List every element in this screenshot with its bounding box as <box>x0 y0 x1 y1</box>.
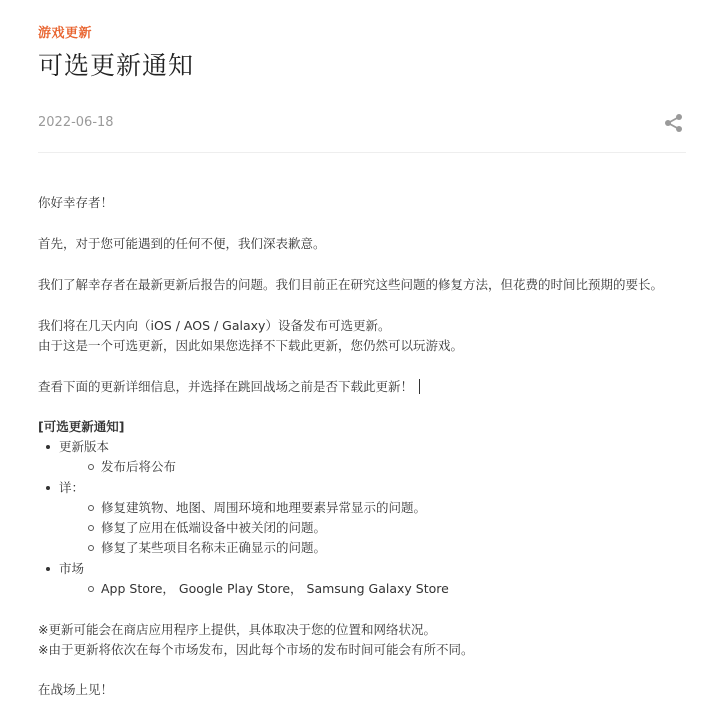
list-subitem-market-detail: App Store， Google Play Store， Samsung Galaxy Store <box>101 579 449 599</box>
share-icon-graphic <box>663 112 685 134</box>
share-icon[interactable] <box>663 112 685 134</box>
check-text: 查看下面的更新详细信息，并选择在跳回战场之前是否下载此更新！ <box>38 379 414 394</box>
release-text-2: 由于这是一个可选更新，因此如果您选择不下载此更新，您仍然可以玩游戏。 <box>38 338 464 353</box>
greeting-text: 你好幸存者！ <box>38 195 114 210</box>
post-date: 2022-06-18 <box>38 115 114 130</box>
header-divider <box>38 152 686 153</box>
page-title: 可选更新通知 <box>38 51 195 80</box>
list-subitem-version-detail: 发布后将公布 <box>101 457 176 477</box>
list-item-version: 更新版本 <box>59 437 109 457</box>
issue-text: 我们了解幸存者在最新更新后报告的问题。我们目前正在研究这些问题的修复方法，但花费的时间比预期的要长。 <box>38 277 664 292</box>
apology-text: 首先，对于您可能遇到的任何不便，我们深表歉意。 <box>38 236 326 251</box>
text-cursor <box>419 379 420 394</box>
list-item-details: 详： <box>59 478 84 498</box>
note-text-2: ※由于更新将依次在每个市场发布，因此每个市场的发布时间可能会有所不同。 <box>38 642 474 657</box>
list-subitem-detail-1: 修复建筑物、地图、周围环境和地理要素异常显示的问题。 <box>101 498 426 518</box>
category-label[interactable]: 游戏更新 <box>38 26 93 41</box>
notice-heading: [可选更新通知] <box>38 419 125 434</box>
list-item-market: 市场 <box>59 559 84 579</box>
closing-text: 在战场上见！ <box>38 682 114 697</box>
check-text-line <box>38 377 420 397</box>
list-subitem-detail-3: 修复了某些项目名称未正确显示的问题。 <box>101 538 326 558</box>
note-text-1: ※更新可能会在商店应用程序上提供，具体取决于您的位置和网络状况。 <box>38 622 436 637</box>
list-subitem-detail-2: 修复了应用在低端设备中被关闭的问题。 <box>101 518 326 538</box>
release-text-1: 我们将在几天内向（iOS / AOS / Galaxy）设备发布可选更新。 <box>38 318 391 333</box>
